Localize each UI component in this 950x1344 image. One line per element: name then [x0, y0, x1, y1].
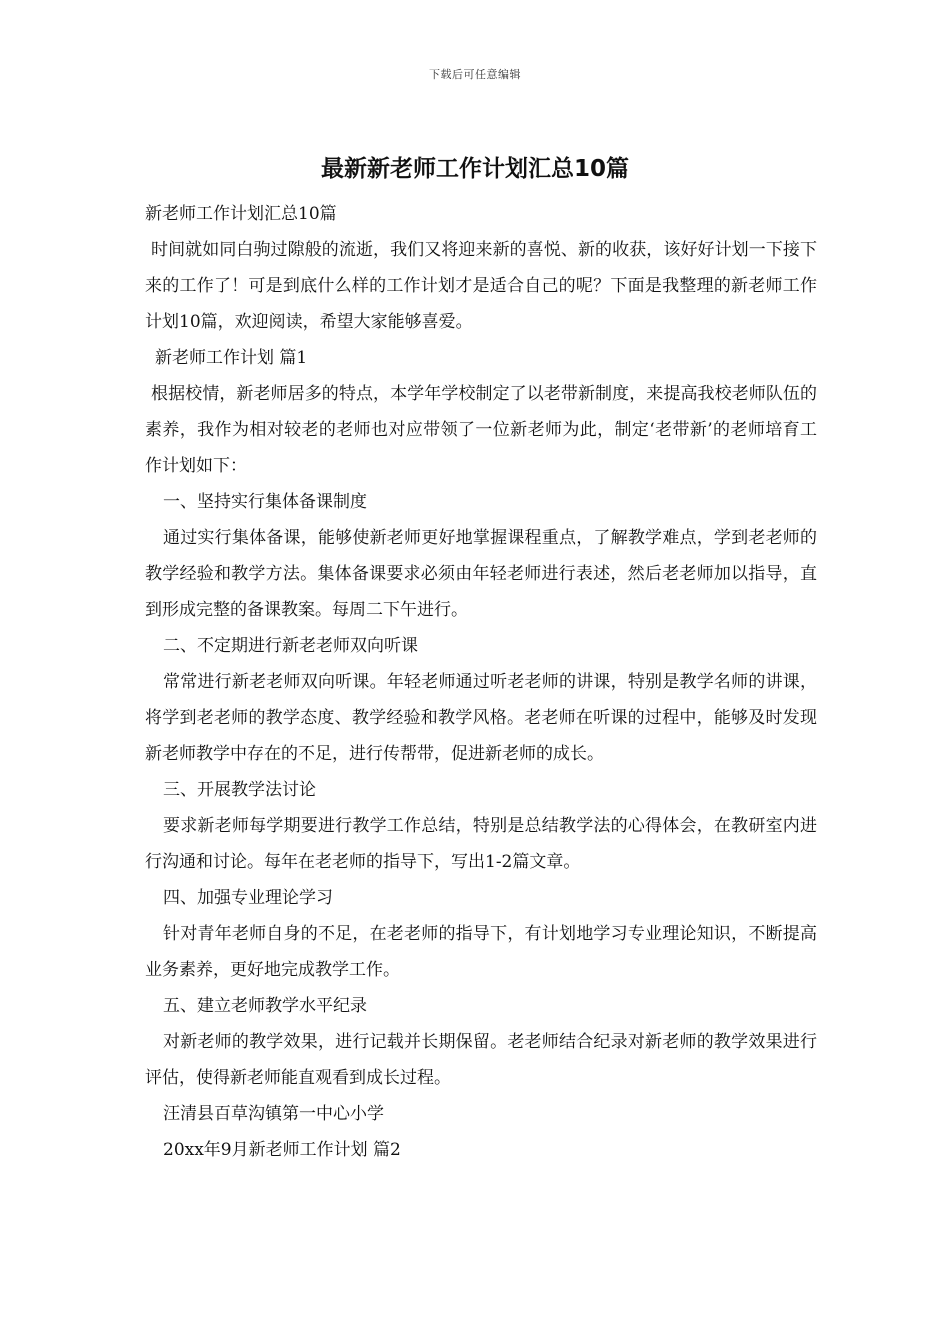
body-paragraph: 通过实行集体备课，能够使新老师更好地掌握课程重点，了解教学难点，学到老老师的教学经验和教学方法。集体备课要求必须由年轻老师进行表述，然后老老师加以指导，直到形成完整的备课教案。每周二下午进行。 [145, 528, 817, 620]
section-heading: 20xx年9月新老师工作计划 篇2 [163, 1140, 401, 1160]
body-paragraph: 对新老师的教学效果，进行记载并长期保留。老老师结合纪录对新老师的教学效果进行评估，使得新老师能直观看到成长过程。 [145, 1032, 817, 1088]
item-heading: 五、建立老师教学水平纪录 [163, 996, 367, 1016]
item-heading: 四、加强专业理论学习 [163, 888, 333, 908]
signature-line: 汪清县百草沟镇第一中心小学 [163, 1104, 384, 1124]
intro-paragraph: 时间就如同白驹过隙般的流逝，我们又将迎来新的喜悦、新的收获，该好好计划一下接下来的工作了！可是到底什么样的工作计划才是适合自己的呢？下面是我整理的新老师工作计划10篇，欢迎阅读，希望大家能够喜爱。 [145, 240, 817, 332]
item-heading: 三、开展教学法讨论 [163, 780, 316, 800]
item-heading: 二、不定期进行新老老师双向听课 [163, 636, 418, 656]
subtitle-line: 新老师工作计划汇总10篇 [145, 204, 337, 224]
section-heading: 新老师工作计划 篇1 [155, 348, 308, 368]
header-note: 下载后可任意编辑 [429, 68, 521, 81]
document-title: 最新新老师工作计划汇总10篇 [320, 156, 629, 182]
document-body [145, 196, 817, 1168]
item-heading: 一、坚持实行集体备课制度 [163, 492, 367, 512]
body-paragraph: 针对青年老师自身的不足，在老老师的指导下，有计划地学习专业理论知识，不断提高业务素养，更好地完成教学工作。 [145, 924, 817, 980]
body-paragraph: 要求新老师每学期要进行教学工作总结，特别是总结教学法的心得体会，在教研室内进行沟通和讨论。每年在老老师的指导下，写出1-2篇文章。 [145, 816, 817, 872]
body-paragraph: 根据校情，新老师居多的特点，本学年学校制定了以老带新制度，来提高我校老师队伍的素养，我作为相对较老的老师也对应带领了一位新老师为此，制定‘老带新’的老师培育工作计划如下： [145, 384, 817, 476]
body-paragraph: 常常进行新老老师双向听课。年轻老师通过听老老师的讲课，特别是教学名师的讲课，将学到老老师的教学态度、教学经验和教学风格。老老师在听课的过程中，能够及时发现新老师教学中存在的不足，进行传帮带，促进新老师的成长。 [145, 672, 817, 764]
